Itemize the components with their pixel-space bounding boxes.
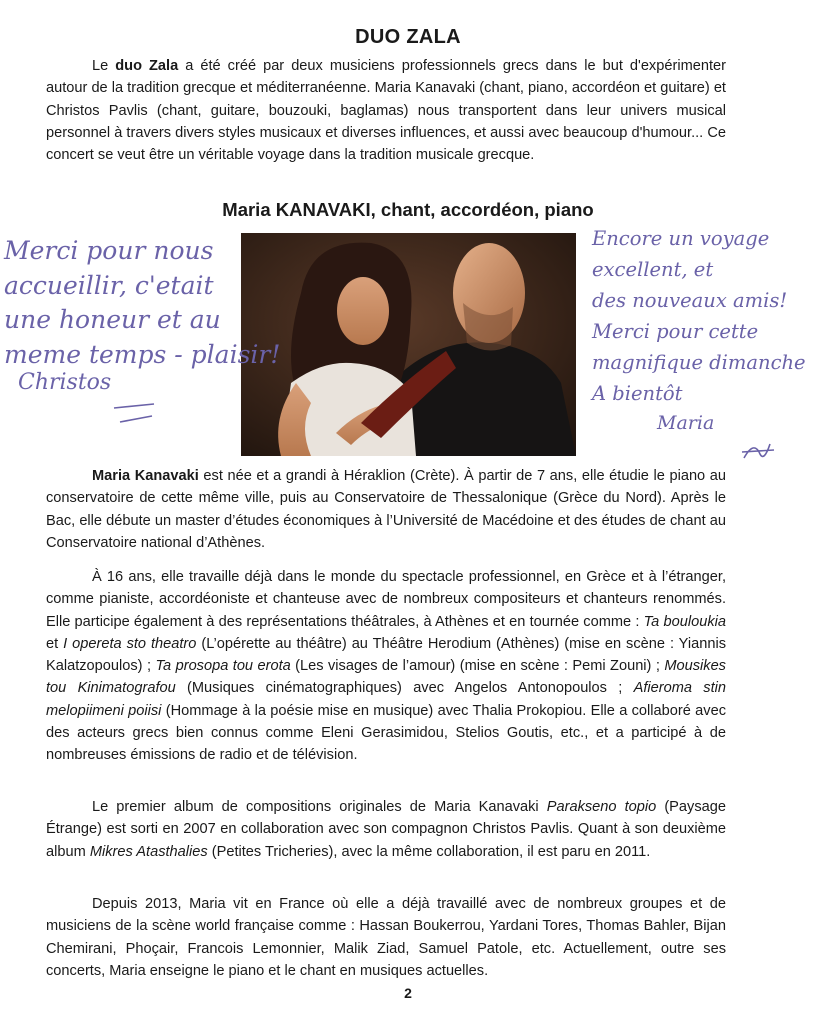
show-title: Afieroma stin melopiimeni poiisi [46, 680, 726, 719]
bio-name: Maria Kanavaki [92, 468, 199, 484]
album-title: Mikres Atasthalies [89, 843, 208, 860]
handwritten-line: A bientôt [592, 382, 683, 405]
bio-text: (L’opérette au théâtre) au Théâtre Herodium (Athènes) (mise en scène : Yiannis Kalatzopoulos) ; [46, 635, 727, 675]
intro-duo-name: duo Zala [115, 58, 179, 74]
duo-photo-illustration [241, 233, 576, 456]
bio-text: Depuis 2013, Maria vit en France où elle a déjà travaillé avec de nombreux groupes et de musiciens de la scène world française comme : Hassan Boukerrou, Yardani Tores, Thomas Bahler, Bijan Chemirani, Phoçair, Francois Lemonnier, Malik Ziad, Samuel Patole, etc. Actuellement, outre ses concerts, Maria enseigne le piano et le chant en musiques actuelles. [46, 896, 726, 979]
handwritten-line: meme temps - plaisir! [4, 339, 281, 369]
signature-scribble-maria [740, 436, 776, 466]
handwritten-line: Encore un voyage [592, 227, 770, 250]
intro-text: Le [92, 58, 116, 74]
handwritten-line: Merci pour nous [4, 236, 214, 265]
page-number: 2 [404, 985, 412, 1001]
handwritten-line: accueillir, c'etait [4, 270, 214, 300]
intro-text: a été créé par deux musiciens professionnels grecs dans le but d'expérimenter autour de la tradition grecque et méditerranéenne. Maria Kanavaki (chant, piano, accordéon et guitare) et Christos Pavlis (chant, guitare, bouzouki, baglamas) nous transportent dans leur univers musical personnel à travers divers styles musicaux et diverses influences, et aussi avec beaucoup d'humour... Ce concert se veut être un véritable voyage dans la tradition musicale grecque. [46, 58, 726, 164]
handwritten-line: Merci pour cette [592, 320, 759, 343]
bio-paragraph-2 [46, 566, 726, 767]
bio-paragraph-3 [46, 796, 726, 863]
bio-text: (Musiques cinématographiques) avec Angelos Antonopoulos ; [175, 680, 634, 697]
show-title: Ta bouloukia [643, 613, 726, 630]
handwritten-line: des nouveaux amis! [592, 289, 788, 312]
handwritten-note-maria [592, 223, 806, 409]
bio-text: (Hommage à la poésie mise en musique) avec Thalia Prokopiou. Elle a collaboré avec des acteurs grecs bien connus comme Eleni Gerasimidou, Stelios Goutis, etc., et a participé à de nombreuses émissions de radio et de télévision. [46, 702, 726, 764]
show-title: I opereta sto theatro [63, 635, 197, 652]
duo-photo [241, 233, 576, 456]
handwritten-line: une honeur et au [4, 305, 221, 334]
bio-text: (Paysage Étrange) est sorti en 2007 en collaboration avec son compagnon Christos Pavlis. Quant à son deuxième album [46, 799, 726, 860]
document-title: DUO ZALA [355, 26, 461, 48]
intro-paragraph [46, 55, 726, 166]
bio-text: et [46, 635, 64, 652]
handwritten-note-christos [4, 234, 280, 372]
bio-paragraph-4 [46, 893, 726, 982]
bio-text: (Petites Tricheries), avec la même collaboration, il est paru en 2011. [207, 843, 651, 860]
signature-underline-christos [110, 398, 160, 428]
bio-text: Le premier album de compositions originales de Maria Kanavaki [92, 799, 547, 815]
handwritten-line: magnifique dimanche [592, 351, 806, 374]
album-title: Parakseno topio [546, 799, 657, 815]
section-subtitle: Maria KANAVAKI, chant, accordéon, piano [222, 199, 594, 220]
show-title: Mousikes tou Kinimatografou [46, 658, 726, 697]
signature-christos: Christos [18, 370, 112, 395]
bio-paragraph-1 [46, 465, 726, 554]
bio-text: À 16 ans, elle travaille déjà dans le monde du spectacle professionnel, en Grèce et à l’étranger, comme pianiste, accordéoniste et chanteuse avec de nombreux compositeurs et chanteurs renommés. Elle participe également à des représentations théâtrales, à Athènes et en tournée comme : [46, 569, 726, 630]
signature-maria: Maria [657, 412, 715, 434]
bio-text: (Les visages de l’amour) (mise en scène : Pemi Zouni) ; [290, 658, 665, 675]
handwritten-line: excellent, et [592, 258, 714, 281]
bio-text: est née et a grandi à Héraklion (Crète). À partir de 7 ans, elle étudie le piano au conservatoire de cette même ville, puis au Conservatoire de Thessalonique (Grèce du Nord). Après le Bac, elle débute un master d’études économiques à l’Université de Macédoine et des études de chant au Conservatoire national d’Athènes. [46, 468, 726, 551]
show-title: Ta prosopa tou erota [155, 658, 291, 675]
